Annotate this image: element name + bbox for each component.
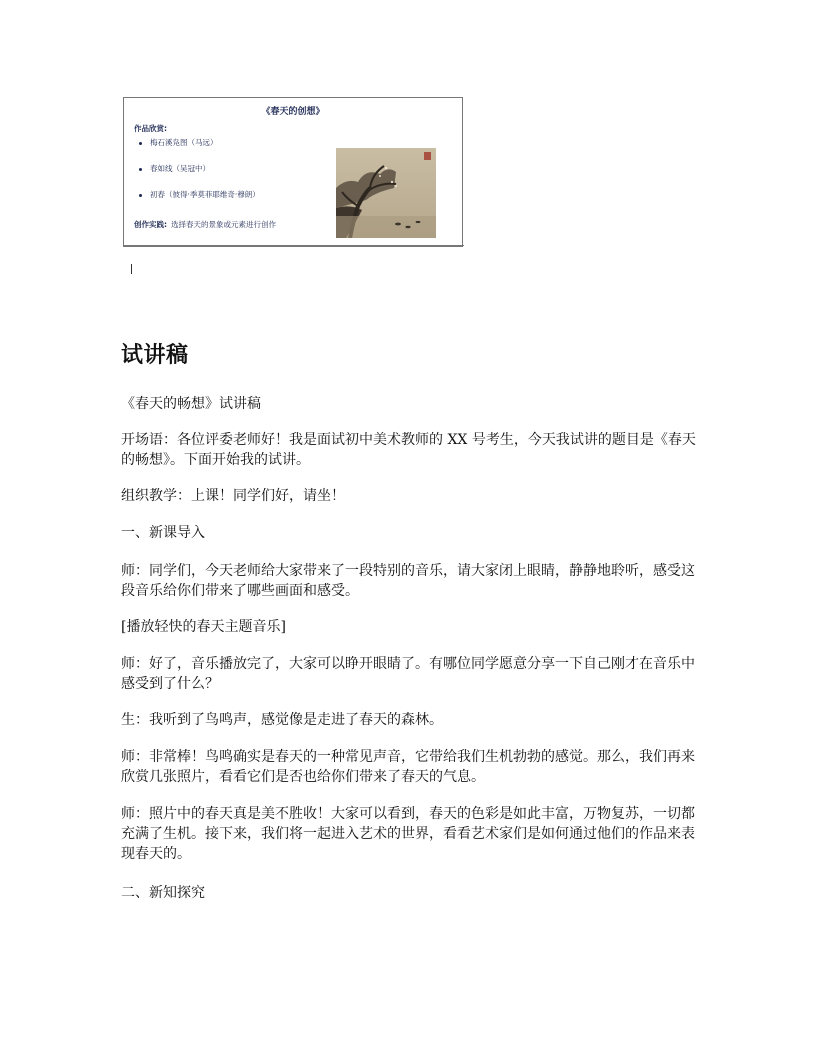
paragraph-teacher-photos: 师：照片中的春天真是美不胜收！大家可以看到，春天的色彩是如此丰富，万物复苏，一切都充满了生机。接下来，我们将一起进入艺术的世界，看看艺术家们是如何通过他们的作品来表现春天的。: [121, 806, 695, 862]
paragraph-teacher-share: 师：好了，音乐播放完了，大家可以睁开眼睛了。有哪位同学愿意分享一下自己刚才在音乐中感受到了什么？: [121, 656, 695, 692]
painting-image: [336, 148, 436, 238]
slide-bottom-border: [124, 245, 464, 246]
text-cursor: [131, 264, 132, 274]
script-title: 《春天的畅想》试讲稿: [121, 396, 261, 412]
slide-title: 《春天的创想》: [261, 107, 325, 117]
bullet-icon: [139, 168, 142, 171]
list-item: 梅石溪凫图（马远）: [136, 138, 260, 164]
works-label: 作品欣赏:: [134, 124, 167, 133]
page-title: 试讲稿: [121, 343, 189, 368]
list-item: 初春（彼得·季莫菲耶维奇·穆朗）: [136, 190, 260, 216]
practice-line: [134, 219, 276, 230]
works-list: [136, 138, 260, 216]
bullet-icon: [139, 194, 142, 197]
paragraph-teacher-music: 师：同学们，今天老师给大家带来了一段特别的音乐，请大家闭上眼睛，静静地聆听，感受这段音乐给你们带来了哪些画面和感受。: [121, 563, 695, 599]
list-item: 春如线（吴冠中）: [136, 164, 260, 190]
section-heading-intro: 一、新课导入: [121, 525, 205, 541]
paragraph-opening: 开场语：各位评委老师好！我是面试初中美术教师的 XX 号考生，今天我试讲的题目是《春天的畅想》。下面开始我的试讲。: [121, 432, 696, 468]
bullet-icon: [139, 142, 142, 145]
paragraph-teacher-birds: 师：非常棒！鸟鸣确实是春天的一种常见声音，它带给我们生机勃勃的感觉。那么，我们再来欣赏几张照片，看看它们是否也给你们带来了春天的气息。: [121, 749, 695, 785]
slide-thumbnail: [123, 97, 463, 247]
practice-label: 创作实践:: [134, 220, 167, 229]
section-heading-explore: 二、新知探究: [121, 885, 205, 901]
paragraph-play-music: [播放轻快的春天主题音乐]: [121, 619, 286, 635]
practice-text: 选择春天的景象或元素进行创作: [171, 220, 276, 229]
paragraph-student: 生：我听到了鸟鸣声，感觉像是走进了春天的森林。: [121, 712, 443, 728]
paragraph-organize: 组织教学：上课！同学们好，请坐！: [121, 488, 345, 504]
